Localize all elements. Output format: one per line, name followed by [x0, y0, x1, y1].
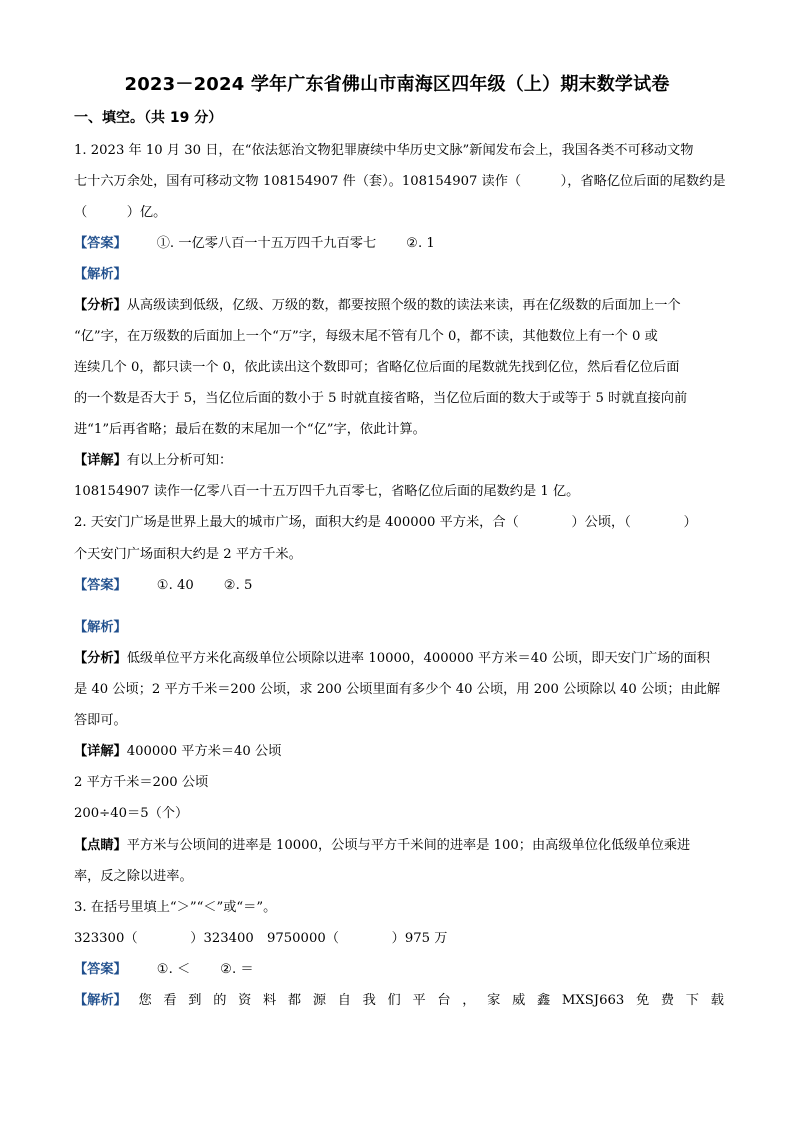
watermark-word: ，: [462, 993, 476, 1008]
watermark-word: 源: [312, 993, 326, 1008]
q3-text-line2: 323300（ ）323400 9750000（ ）975 万: [74, 931, 448, 946]
q2-fenxi-line3: 答即可。: [74, 713, 127, 728]
q2-answer-row: [74, 576, 252, 596]
answer-tag: 【答案】: [74, 578, 127, 593]
q2-fenxi-line2: 是 40 公顷；2 平方千米＝200 公顷，求 200 公顷里面有多少个 40 公顷，用 200 公顷除以 40 公顷；由此解: [74, 682, 721, 697]
fenxi-tag: 【分析】: [74, 651, 127, 666]
watermark-word: 到: [188, 993, 202, 1008]
watermark-word: MXSJ663: [561, 993, 625, 1008]
q1-xiangjie-line1: [74, 451, 232, 471]
analysis-tag: 【解析】: [74, 993, 127, 1008]
watermark-word: 威: [512, 993, 526, 1008]
watermark-word: 费: [660, 993, 675, 1008]
section-heading: 一、填空。（共 19 分）: [74, 110, 223, 126]
watermark-word: 您: [138, 993, 152, 1008]
watermark-word: 们: [387, 993, 401, 1008]
watermark-word: 家: [487, 993, 501, 1008]
q1-fenxi-line3: 连续几个 0，都只读一个 0，依此读出这个数即可；省略亿位后面的尾数就先找到亿位，然后看亿位后面: [74, 360, 680, 375]
dianjing-tag: 【点睛】: [74, 838, 127, 853]
answer-tag: 【答案】: [74, 236, 127, 251]
q2-text-line1: 2. 天安门广场是世界上最大的城市广场，面积大约是 400000 平方米，合（ ）公顷，（ ）: [74, 515, 697, 530]
q1-text-line1: 1. 2023 年 10 月 30 日，在“依法惩治文物犯罪赓续中华历史文脉”新闻发布会上，我国各类不可移动文物: [74, 143, 694, 158]
q2-xiangjie-line1: [74, 742, 281, 762]
q2-answer-2: ②. 5: [223, 578, 253, 593]
q2-xiangjie-text1: 400000 平方米＝40 公顷: [126, 744, 282, 759]
watermark-word: 我: [362, 993, 376, 1008]
q2-analysis-tag: [74, 618, 127, 638]
q2-text-line2: 个天安门广场面积大约是 2 平方千米。: [74, 547, 302, 562]
q1-xiangjie-line2: 108154907 读作一亿零八百一十五万四千九百零七，省略亿位后面的尾数约是 1 亿。: [74, 484, 580, 499]
xiangjie-tag: 【详解】: [74, 453, 127, 468]
q1-analysis-tag: [74, 265, 127, 285]
q1-answer-2: ②. 1: [406, 236, 435, 251]
watermark-word: 下: [685, 993, 699, 1008]
analysis-tag: 【解析】: [74, 620, 127, 635]
q3-analysis-row: [74, 991, 724, 1011]
watermark-word: 看: [163, 993, 177, 1008]
watermark-word: 资: [238, 993, 252, 1008]
xiangjie-tag: 【详解】: [74, 744, 127, 759]
q1-answer-row: [74, 234, 435, 254]
q2-xiangjie-line3: 200÷40＝5（个）: [74, 806, 189, 821]
answer-tag: 【答案】: [74, 962, 127, 977]
watermark-word: 的: [213, 993, 227, 1008]
watermark-word: 平: [412, 993, 426, 1008]
q1-fenxi-line2: “亿”字，在万级数的后面加上一个“万”字，每级末尾不管有几个 0，都不读，其他数位上有一个 0 或: [74, 329, 658, 344]
watermark-word: 台: [437, 993, 451, 1008]
watermark-word: 鑫: [536, 993, 551, 1008]
q1-text-line3: （ ）亿。: [74, 205, 167, 220]
q2-fenxi-line1: [74, 649, 710, 669]
page-title: 2023－2024 学年广东省佛山市南海区四年级（上）期末数学试卷: [124, 74, 670, 95]
q2-fenxi-text1: 低级单位平方米化高级单位公顷除以进率 10000，400000 平方米＝40 公顷，即天安门广场的面积: [126, 651, 710, 666]
watermark-word: 载: [710, 993, 724, 1008]
q3-text-line1: 3. 在括号里填上“＞”“＜”或“＝”。: [74, 900, 277, 915]
q1-fenxi-text1: 从高级读到低级，亿级、万级的数，都要按照个级的数的读法来读，再在亿级数的后面加上一个: [126, 298, 681, 313]
q3-answer-2: ②. ＝: [220, 962, 254, 977]
q1-answer-1: ①. 一亿零八百一十五万四千九百零七: [156, 236, 377, 251]
q1-fenxi-line5: 进“1”后再省略；最后在数的末尾加一个“亿”字，依此计算。: [74, 422, 426, 437]
q3-answer-1: ①. ＜: [156, 962, 191, 977]
analysis-tag: 【解析】: [74, 267, 127, 282]
q1-xiangjie-text1: 有以上分析可知：: [126, 453, 233, 468]
fenxi-tag: 【分析】: [74, 298, 127, 313]
q2-dianjing-text1: 平方米与公顷间的进率是 10000，公顷与平方千米间的进率是 100；由高级单位化低级单位乘进: [126, 838, 691, 853]
q2-xiangjie-line2: 2 平方千米＝200 公顷: [74, 775, 209, 790]
watermark-word: 自: [337, 993, 351, 1008]
q2-answer-1: ①. 40: [156, 578, 194, 593]
q2-dianjing-line2: 率，反之除以进率。: [74, 869, 193, 884]
q1-text-line2: 七十六万余处，国有可移动文物 108154907 件（套）。108154907 读作（ ），省略亿位后面的尾数约是: [74, 174, 726, 189]
watermark-word: 免: [635, 993, 650, 1008]
q1-fenxi-line1: [74, 296, 681, 316]
q1-fenxi-line4: 的一个数是否大于 5，当亿位后面的数小于 5 时就直接省略，当亿位后面的数大于或等于 5 时就直接向前: [74, 391, 688, 406]
q3-answer-row: [74, 960, 254, 980]
q2-dianjing-line1: [74, 836, 690, 856]
watermark-word: 料: [263, 993, 277, 1008]
watermark-word: 都: [287, 993, 302, 1008]
